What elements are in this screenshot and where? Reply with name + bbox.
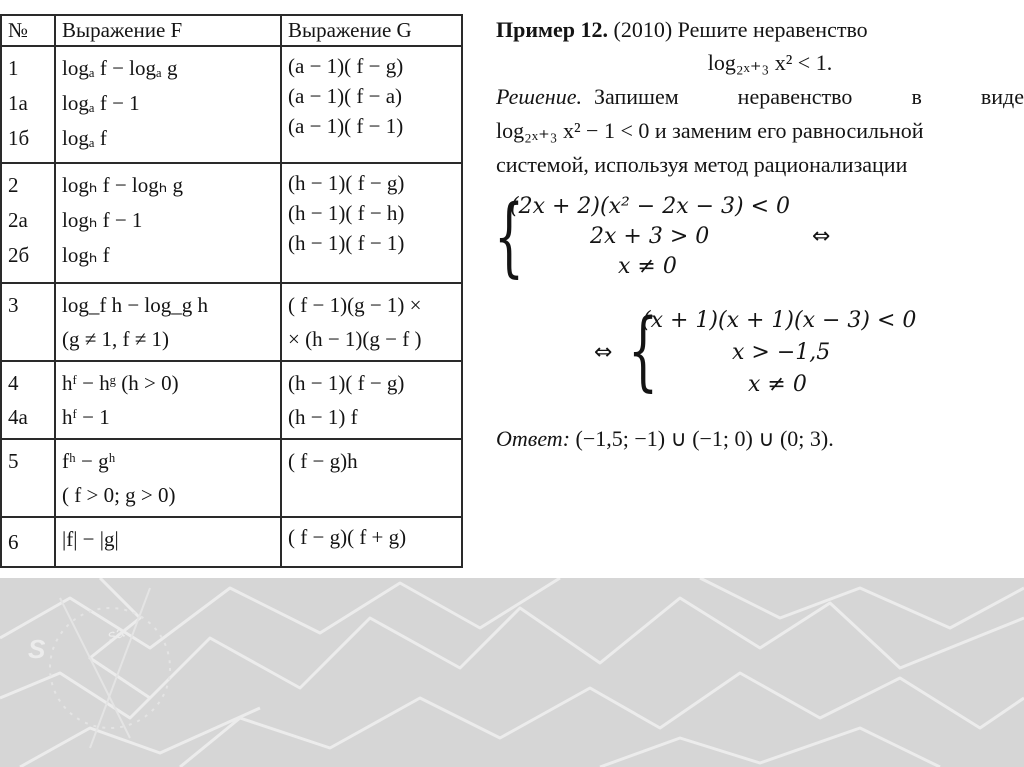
expression-g: (a − 1)( f − a) bbox=[288, 84, 403, 108]
expression-f: (g ≠ 1, f ≠ 1) bbox=[62, 327, 170, 351]
row-number: 2б bbox=[8, 243, 30, 267]
expression-g-cell bbox=[281, 439, 462, 517]
table-header-row bbox=[1, 15, 462, 46]
expression-g: (a − 1)( f − g) bbox=[288, 54, 404, 78]
expression-f: hᶠ − hᵍ (h > 0) bbox=[62, 371, 179, 395]
system-2-row: (x + 1)(x + 1)(x − 3) < 0 bbox=[642, 308, 917, 333]
table-row bbox=[1, 163, 462, 283]
expression-g: ( f − g)( f + g) bbox=[288, 525, 407, 549]
row-numbers bbox=[1, 517, 55, 567]
row-number: 4 bbox=[8, 371, 19, 395]
row-number: 3 bbox=[8, 293, 19, 317]
row-numbers bbox=[1, 46, 55, 163]
table-row bbox=[1, 283, 462, 361]
system-1 bbox=[494, 187, 814, 287]
equivalence-icon: ⇔ bbox=[812, 224, 831, 249]
system-1-row: (2x + 2)(x² − 2x − 3) < 0 bbox=[510, 194, 791, 219]
expression-g-cell bbox=[281, 283, 462, 361]
decorative-lines bbox=[0, 578, 1024, 767]
example-title-bold: Пример 12. bbox=[496, 17, 609, 42]
solution-text: Запишем неравенство в виде bbox=[593, 84, 1024, 109]
equivalence-icon: ⇔ bbox=[594, 340, 613, 365]
expression-f-cell bbox=[55, 517, 281, 567]
example-title-text: (2010) Решите неравенство bbox=[613, 17, 868, 42]
expression-g: (a − 1)( f − 1) bbox=[288, 114, 404, 138]
expression-g: (h − 1) f bbox=[288, 405, 358, 429]
row-number: 1б bbox=[8, 126, 30, 150]
example-12 bbox=[496, 14, 1024, 182]
compass-logo-icon: S bbox=[28, 634, 46, 664]
expression-f-cell bbox=[55, 361, 281, 439]
table-row bbox=[1, 439, 462, 517]
expression-f: logₐ f − 1 bbox=[62, 91, 140, 115]
row-number: 2 bbox=[8, 173, 19, 197]
expression-f-cell bbox=[55, 283, 281, 361]
system-2-row: x ≠ 0 bbox=[748, 372, 807, 397]
row-numbers bbox=[1, 439, 55, 517]
expression-g: × (h − 1)(g − f ) bbox=[288, 327, 422, 351]
system-1-row: x ≠ 0 bbox=[618, 254, 677, 279]
row-numbers bbox=[1, 163, 55, 283]
expression-f: fʰ − gʰ bbox=[62, 449, 116, 473]
answer-value: (−1,5; −1) ∪ (−1; 0) ∪ (0; 3). bbox=[575, 426, 834, 451]
expression-f: logₕ f bbox=[62, 243, 110, 267]
decorative-background-band bbox=[0, 578, 1024, 767]
expression-g: (h − 1)( f − h) bbox=[288, 201, 405, 225]
expression-f: log_f h − log_g h bbox=[62, 293, 209, 317]
expression-g-cell bbox=[281, 361, 462, 439]
row-numbers bbox=[1, 283, 55, 361]
row-number: 4а bbox=[8, 405, 28, 429]
solution-line-1 bbox=[496, 80, 1024, 114]
expression-g-cell bbox=[281, 517, 462, 567]
expression-g: (h − 1)( f − 1) bbox=[288, 231, 405, 255]
solution-line-3: системой, используя метод рационализации bbox=[496, 152, 908, 177]
expression-g-cell bbox=[281, 163, 462, 283]
expression-f: hᶠ − 1 bbox=[62, 405, 110, 429]
compass-label: sa bbox=[105, 623, 128, 646]
expression-f-cell bbox=[55, 46, 281, 163]
expression-g: (h − 1)( f − g) bbox=[288, 171, 405, 195]
row-number: 1а bbox=[8, 91, 28, 115]
header-expression-f: Выражение F bbox=[55, 15, 281, 46]
header-expression-g: Выражение G bbox=[281, 15, 462, 46]
expression-f: |f| − |g| bbox=[62, 527, 119, 551]
table-row bbox=[1, 46, 462, 163]
example-inequality: log₂ₓ₊₃ x² < 1. bbox=[707, 50, 833, 75]
expression-g: ( f − g)h bbox=[288, 449, 358, 473]
header-number: № bbox=[1, 15, 55, 46]
row-number: 2а bbox=[8, 208, 28, 232]
row-number: 5 bbox=[8, 449, 19, 473]
expression-g: (h − 1)( f − g) bbox=[288, 371, 405, 395]
left-brace-icon: { bbox=[494, 187, 525, 287]
row-numbers bbox=[1, 361, 55, 439]
expression-f: logₐ f bbox=[62, 126, 107, 150]
expression-f: logₕ f − logₕ g bbox=[62, 173, 183, 197]
expression-f: logₐ f − logₐ g bbox=[62, 56, 178, 80]
example-title bbox=[496, 14, 1024, 46]
expression-f-cell bbox=[55, 439, 281, 517]
solution-line-2: log₂ₓ₊₃ x² − 1 < 0 и заменим его равносильной bbox=[496, 118, 924, 143]
system-2-row: x > −1,5 bbox=[732, 340, 831, 365]
system-2 bbox=[628, 301, 948, 401]
system-1-row: 2x + 3 > 0 bbox=[590, 224, 710, 249]
table-row bbox=[1, 517, 462, 567]
row-number: 6 bbox=[8, 530, 19, 554]
expression-g-cell bbox=[281, 46, 462, 163]
expression-f: logₕ f − 1 bbox=[62, 208, 143, 232]
expression-f: ( f > 0; g > 0) bbox=[62, 483, 176, 507]
left-brace-icon: { bbox=[628, 301, 659, 401]
solution-label: Решение. bbox=[496, 84, 582, 109]
table-row bbox=[1, 361, 462, 439]
rationalization-table bbox=[0, 14, 463, 568]
expression-g: ( f − 1)(g − 1) × bbox=[288, 293, 422, 317]
row-number: 1 bbox=[8, 56, 19, 80]
answer bbox=[496, 426, 834, 452]
answer-label: Ответ: bbox=[496, 426, 571, 451]
expression-f-cell bbox=[55, 163, 281, 283]
